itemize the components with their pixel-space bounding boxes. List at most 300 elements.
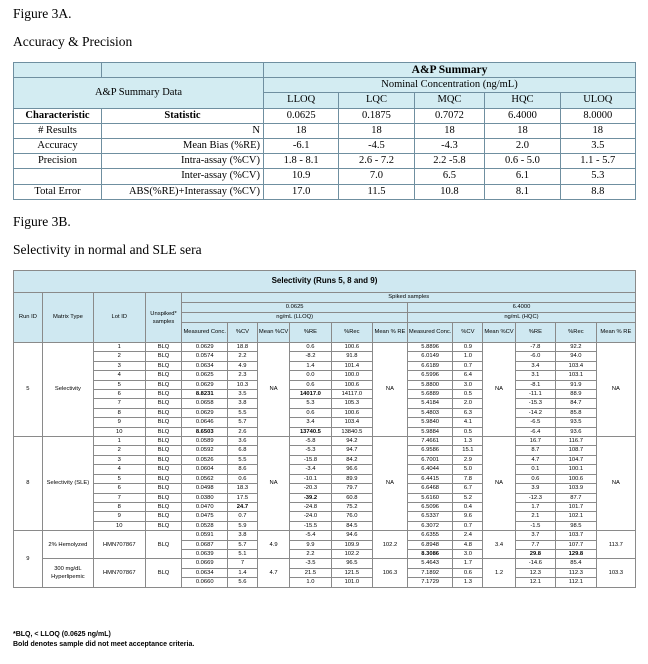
statistic-cell: ABS(%RE)+Interassay (%CV) [102, 184, 264, 199]
selectivity-row [14, 427, 636, 436]
high-measured-conc-cell: 6.6189 [407, 361, 453, 370]
nominal-conc-cell: 0.1875 [339, 108, 414, 123]
lot-id-cell: 7 [93, 399, 145, 408]
lot-id-cell: 7 [93, 493, 145, 502]
low-cv-cell: 5.7 [227, 540, 257, 549]
high-cv-cell: 5.2 [453, 493, 483, 502]
high-mean-re-cell: NA [596, 437, 635, 531]
value-cell: 11.5 [339, 184, 414, 199]
unspiked-cell: BLQ [145, 390, 182, 399]
selectivity-title: Selectivity (Runs 5, 8 and 9) [14, 271, 636, 293]
high-rec-cell: 100.6 [556, 474, 597, 483]
sub-header: %CV [227, 323, 257, 343]
high-rec-cell: 92.2 [556, 343, 597, 352]
high-measured-conc-cell: 6.9586 [407, 446, 453, 455]
high-measured-conc-cell: 6.8948 [407, 540, 453, 549]
high-rec-cell: 116.7 [556, 437, 597, 446]
low-rec-cell: 75.2 [331, 502, 372, 511]
figure-3b-subtitle: Selectivity in normal and SLE sera [13, 242, 202, 257]
high-measured-conc-cell: 5.8800 [407, 380, 453, 389]
high-rec-cell: 94.0 [556, 352, 597, 361]
selectivity-row [14, 361, 636, 370]
value-cell: 10.9 [264, 169, 339, 184]
high-measured-conc-cell: 7.1729 [407, 578, 453, 587]
value-cell: 0.6 - 5.0 [485, 154, 560, 169]
high-re-cell: 1.7 [515, 502, 555, 511]
low-cv-cell: 5.1 [227, 549, 257, 558]
low-measured-conc-cell: 0.0475 [182, 512, 228, 521]
unspiked-cell: BLQ [145, 427, 182, 436]
low-rec-cell: 84.2 [331, 455, 372, 464]
footnote-blq: *BLQ, < LLOQ (0.0625 ng/mL) [13, 631, 111, 638]
low-rec-cell: 89.9 [331, 474, 372, 483]
high-re-cell: 3.7 [515, 531, 555, 540]
selectivity-row [14, 484, 636, 493]
high-rec-cell: 108.7 [556, 446, 597, 455]
value-cell: 18 [485, 123, 560, 138]
high-rec-cell: 103.7 [556, 531, 597, 540]
selectivity-row [14, 512, 636, 521]
low-measured-conc-cell: 0.0629 [182, 343, 228, 352]
low-rec-cell: 94.7 [331, 446, 372, 455]
matrix-type-cell: Selectivity (SLE) [42, 437, 93, 531]
figure-3a-subtitle: Accuracy & Precision [13, 34, 133, 49]
lot-id-cell: 9 [93, 512, 145, 521]
unspiked-cell: BLQ [145, 446, 182, 455]
low-cv-cell: 3.8 [227, 399, 257, 408]
low-measured-conc-cell: 0.0634 [182, 361, 228, 370]
low-measured-conc-cell: 0.0658 [182, 399, 228, 408]
value-cell: 7.0 [339, 169, 414, 184]
low-re-cell: -5.8 [290, 437, 331, 446]
unspiked-cell: BLQ [145, 418, 182, 427]
sub-header: %Rec [556, 323, 597, 343]
low-measured-conc-cell: 0.0625 [182, 371, 228, 380]
low-measured-conc-cell: 0.0669 [182, 559, 228, 568]
low-re-cell: 1.4 [290, 361, 331, 370]
ap-summary-row [14, 154, 636, 169]
high-re-cell: 16.7 [515, 437, 555, 446]
ap-summary-row [14, 123, 636, 138]
value-cell: 18 [264, 123, 339, 138]
high-re-cell: -15.3 [515, 399, 555, 408]
lot-id-cell: 8 [93, 408, 145, 417]
high-cv-cell: 15.1 [453, 446, 483, 455]
value-cell: -4.5 [339, 138, 414, 153]
low-measured-conc-cell: 0.0646 [182, 418, 228, 427]
value-cell: 2.6 - 7.2 [339, 154, 414, 169]
lot-id-cell: 1 [93, 437, 145, 446]
statistic-cell: N [102, 123, 264, 138]
high-cv-cell: 0.7 [453, 521, 483, 530]
low-measured-conc-cell: 0.0498 [182, 484, 228, 493]
low-re-cell: -5.3 [290, 446, 331, 455]
value-cell: 18 [414, 123, 485, 138]
high-measured-conc-cell: 8.3086 [407, 549, 453, 558]
low-conc-header: 0.0625 [182, 303, 407, 313]
low-cv-cell: 4.9 [227, 361, 257, 370]
matrix-type-cell: 300 mg/dL Hyperlipemic [42, 559, 93, 587]
low-measured-conc-cell: 0.0592 [182, 446, 228, 455]
lot-id-cell: 9 [93, 418, 145, 427]
low-cv-cell: 0.6 [227, 474, 257, 483]
unspiked-cell: BLQ [145, 559, 182, 587]
high-cv-cell: 1.7 [453, 559, 483, 568]
low-cv-cell: 24.7 [227, 502, 257, 511]
sub-header: %RE [515, 323, 555, 343]
high-mean-cv-cell: 1.2 [483, 559, 515, 587]
ap-summary-row [14, 138, 636, 153]
low-re-cell: 0.6 [290, 408, 331, 417]
sub-header: Measured Conc. [407, 323, 453, 343]
high-mean-re-cell: NA [596, 343, 635, 437]
lot-id-cell: 10 [93, 521, 145, 530]
unspiked-cell: BLQ [145, 502, 182, 511]
low-cv-cell: 5.9 [227, 521, 257, 530]
high-measured-conc-cell: 5.6160 [407, 493, 453, 502]
level-header: LQC [339, 93, 414, 108]
lot-id-cell: 2 [93, 352, 145, 361]
low-rec-cell: 109.9 [331, 540, 372, 549]
high-mean-re-cell: 103.3 [596, 559, 635, 587]
low-re-cell: 0.0 [290, 371, 331, 380]
low-measured-conc-cell: 0.0660 [182, 578, 228, 587]
unspiked-cell: BLQ [145, 380, 182, 389]
high-re-cell: -6.5 [515, 418, 555, 427]
unspiked-cell: BLQ [145, 484, 182, 493]
nominal-conc-cell: 6.4000 [485, 108, 560, 123]
low-cv-cell: 0.7 [227, 512, 257, 521]
low-measured-conc-cell: 0.0604 [182, 465, 228, 474]
high-re-cell: 12.3 [515, 568, 555, 577]
low-rec-cell: 103.4 [331, 418, 372, 427]
low-re-cell: 9.9 [290, 540, 331, 549]
unspiked-cell: BLQ [145, 521, 182, 530]
high-measured-conc-cell: 7.4661 [407, 437, 453, 446]
low-rec-cell: 96.6 [331, 465, 372, 474]
matrix-type-cell: Selectivity [42, 343, 93, 437]
high-measured-conc-cell: 5.9884 [407, 427, 453, 436]
low-cv-cell: 5.5 [227, 455, 257, 464]
low-rec-cell: 100.0 [331, 371, 372, 380]
low-re-cell: 2.2 [290, 549, 331, 558]
nominal-conc-cell: 0.7072 [414, 108, 485, 123]
high-cv-cell: 9.6 [453, 512, 483, 521]
nominal-concentration-label: Nominal Concentration (ng/mL) [264, 78, 636, 93]
selectivity-row [14, 531, 636, 540]
high-cv-cell: 0.7 [453, 361, 483, 370]
unspiked-cell: BLQ [145, 465, 182, 474]
sub-header: Mean %CV [483, 323, 515, 343]
high-re-cell: 3.9 [515, 484, 555, 493]
high-rec-cell: 84.7 [556, 399, 597, 408]
high-measured-conc-cell: 6.5096 [407, 502, 453, 511]
ap-summary-row [14, 184, 636, 199]
characteristic-header: Characteristic [14, 108, 102, 123]
sub-header: %RE [290, 323, 331, 343]
high-cv-cell: 7.8 [453, 474, 483, 483]
high-re-cell: -14.6 [515, 559, 555, 568]
level-header: LLOQ [264, 93, 339, 108]
unspiked-cell: BLQ [145, 408, 182, 417]
high-rec-cell: 87.7 [556, 493, 597, 502]
high-conc-header: 6.4000 [407, 303, 635, 313]
low-rec-cell: 100.6 [331, 380, 372, 389]
value-cell: 5.3 [560, 169, 635, 184]
low-measured-conc-cell: 0.0574 [182, 352, 228, 361]
lot-id-cell: 3 [93, 455, 145, 464]
high-re-cell: -7.8 [515, 343, 555, 352]
high-measured-conc-cell: 6.6355 [407, 531, 453, 540]
footnote-bold: Bold denotes sample did not meet acceptance criteria. [13, 641, 195, 648]
low-cv-cell: 5.5 [227, 408, 257, 417]
run-id-cell: 9 [14, 531, 43, 587]
high-cv-cell: 0.6 [453, 568, 483, 577]
low-measured-conc-cell: 0.0562 [182, 474, 228, 483]
low-rec-cell: 101.0 [331, 578, 372, 587]
selectivity-row [14, 455, 636, 464]
low-re-cell: 0.6 [290, 343, 331, 352]
low-measured-conc-cell: 0.0526 [182, 455, 228, 464]
lot-id-cell: HMN707867 [93, 559, 145, 587]
value-cell: 1.1 - 5.7 [560, 154, 635, 169]
characteristic-cell: # Results [14, 123, 102, 138]
value-cell: 8.8 [560, 184, 635, 199]
low-mean-cv-cell: NA [257, 343, 289, 437]
low-cv-cell: 3.6 [227, 437, 257, 446]
selectivity-row [14, 493, 636, 502]
low-rec-cell: 76.0 [331, 512, 372, 521]
low-re-cell: 0.6 [290, 380, 331, 389]
value-cell: 2.0 [485, 138, 560, 153]
unspiked-header: Unspiked* samples [145, 293, 182, 343]
low-measured-conc-cell: 0.0528 [182, 521, 228, 530]
sub-header: Mean % RE [373, 323, 408, 343]
low-cv-cell: 6.8 [227, 446, 257, 455]
lot-id-header: Lot ID [93, 293, 145, 343]
selectivity-row [14, 474, 636, 483]
low-re-cell: -10.1 [290, 474, 331, 483]
high-re-cell: 3.4 [515, 361, 555, 370]
high-measured-conc-cell: 5.6889 [407, 390, 453, 399]
low-cv-cell: 18.3 [227, 484, 257, 493]
value-cell: 8.1 [485, 184, 560, 199]
low-measured-conc-cell: 8.6503 [182, 427, 228, 436]
low-rec-cell: 79.7 [331, 484, 372, 493]
value-cell: 18 [339, 123, 414, 138]
lot-id-cell: 8 [93, 502, 145, 511]
level-header: HQC [485, 93, 560, 108]
high-mean-cv-cell: 3.4 [483, 531, 515, 559]
low-rec-cell: 96.5 [331, 559, 372, 568]
low-measured-conc-cell: 0.0380 [182, 493, 228, 502]
ap-summary-data-label: A&P Summary Data [14, 78, 264, 108]
high-rec-cell: 85.8 [556, 408, 597, 417]
low-unit-header: ng/mL (LLOQ) [182, 313, 407, 323]
high-measured-conc-cell: 5.9840 [407, 418, 453, 427]
low-cv-cell: 5.6 [227, 578, 257, 587]
low-mean-re-cell: NA [373, 437, 408, 531]
high-measured-conc-cell: 6.3072 [407, 521, 453, 530]
high-cv-cell: 0.9 [453, 343, 483, 352]
lot-id-cell: 4 [93, 371, 145, 380]
lot-id-cell: 5 [93, 474, 145, 483]
high-rec-cell: 129.8 [556, 549, 597, 558]
low-rec-cell: 102.2 [331, 549, 372, 558]
high-rec-cell: 98.5 [556, 521, 597, 530]
low-mean-re-cell: 102.2 [373, 531, 408, 559]
low-re-cell: -39.2 [290, 493, 331, 502]
high-rec-cell: 112.3 [556, 568, 597, 577]
low-re-cell: 1.0 [290, 578, 331, 587]
low-cv-cell: 7 [227, 559, 257, 568]
high-rec-cell: 100.1 [556, 465, 597, 474]
lot-id-cell: 4 [93, 465, 145, 474]
unspiked-cell: BLQ [145, 512, 182, 521]
low-cv-cell: 10.3 [227, 380, 257, 389]
high-re-cell: 0.6 [515, 474, 555, 483]
low-measured-conc-cell: 0.0629 [182, 380, 228, 389]
selectivity-row [14, 521, 636, 530]
low-cv-cell: 1.4 [227, 568, 257, 577]
high-measured-conc-cell: 5.4184 [407, 399, 453, 408]
low-cv-cell: 17.5 [227, 493, 257, 502]
low-rec-cell: 60.8 [331, 493, 372, 502]
figure-3b-caption: Figure 3B. [13, 214, 71, 229]
low-re-cell: 21.5 [290, 568, 331, 577]
lot-id-cell: 6 [93, 390, 145, 399]
selectivity-row [14, 465, 636, 474]
lot-id-cell: 10 [93, 427, 145, 436]
low-mean-cv-cell: 4.7 [257, 559, 289, 587]
high-re-cell: -8.1 [515, 380, 555, 389]
characteristic-cell: Accuracy [14, 138, 102, 153]
high-measured-conc-cell: 6.0149 [407, 352, 453, 361]
low-cv-cell: 2.6 [227, 427, 257, 436]
low-rec-cell: 14117.0 [331, 390, 372, 399]
high-mean-cv-cell: NA [483, 437, 515, 531]
nominal-conc-cell: 8.0000 [560, 108, 635, 123]
high-measured-conc-cell: 6.4415 [407, 474, 453, 483]
high-cv-cell: 0.5 [453, 427, 483, 436]
high-re-cell: -6.0 [515, 352, 555, 361]
high-re-cell: -14.2 [515, 408, 555, 417]
high-cv-cell: 6.4 [453, 371, 483, 380]
selectivity-row [14, 371, 636, 380]
high-re-cell: -1.5 [515, 521, 555, 530]
value-cell: 10.8 [414, 184, 485, 199]
high-rec-cell: 103.9 [556, 484, 597, 493]
nominal-conc-cell: 0.0625 [264, 108, 339, 123]
low-cv-cell: 5.7 [227, 418, 257, 427]
low-re-cell: -24.0 [290, 512, 331, 521]
low-measured-conc-cell: 0.0591 [182, 531, 228, 540]
low-re-cell: -8.2 [290, 352, 331, 361]
selectivity-row [14, 390, 636, 399]
run-id-cell: 5 [14, 343, 43, 437]
high-measured-conc-cell: 6.4044 [407, 465, 453, 474]
selectivity-row [14, 446, 636, 455]
sub-header: %Rec [331, 323, 372, 343]
characteristic-cell [14, 169, 102, 184]
low-re-cell: 3.4 [290, 418, 331, 427]
unspiked-cell: BLQ [145, 474, 182, 483]
low-measured-conc-cell: 0.0687 [182, 540, 228, 549]
high-re-cell: 8.7 [515, 446, 555, 455]
high-mean-re-cell: 113.7 [596, 531, 635, 559]
selectivity-row [14, 502, 636, 511]
low-re-cell: -15.8 [290, 455, 331, 464]
high-cv-cell: 6.3 [453, 408, 483, 417]
low-cv-cell: 2.3 [227, 371, 257, 380]
lot-id-cell: 1 [93, 343, 145, 352]
figure-3a-caption: Figure 3A. [13, 6, 72, 21]
low-rec-cell: 100.6 [331, 408, 372, 417]
low-cv-cell: 8.6 [227, 465, 257, 474]
low-measured-conc-cell: 0.0629 [182, 408, 228, 417]
unspiked-cell: BLQ [145, 437, 182, 446]
high-cv-cell: 3.0 [453, 549, 483, 558]
sub-header: Measured Conc. [182, 323, 228, 343]
matrix-type-cell: 2% Hemolyzed [42, 531, 93, 559]
low-rec-cell: 94.2 [331, 437, 372, 446]
high-cv-cell: 2.0 [453, 399, 483, 408]
low-rec-cell: 91.8 [331, 352, 372, 361]
sub-header: Mean % RE [596, 323, 635, 343]
high-rec-cell: 91.9 [556, 380, 597, 389]
low-cv-cell: 18.8 [227, 343, 257, 352]
selectivity-row [14, 437, 636, 446]
selectivity-row [14, 380, 636, 389]
low-rec-cell: 100.6 [331, 343, 372, 352]
value-cell: 1.8 - 8.1 [264, 154, 339, 169]
high-cv-cell: 0.4 [453, 502, 483, 511]
high-measured-conc-cell: 7.1892 [407, 568, 453, 577]
high-measured-conc-cell: 6.7001 [407, 455, 453, 464]
high-cv-cell: 6.7 [453, 484, 483, 493]
low-cv-cell: 2.2 [227, 352, 257, 361]
unspiked-cell: BLQ [145, 371, 182, 380]
value-cell: 6.1 [485, 169, 560, 184]
high-cv-cell: 5.0 [453, 465, 483, 474]
unspiked-cell: BLQ [145, 352, 182, 361]
unspiked-cell: BLQ [145, 455, 182, 464]
high-re-cell: 4.7 [515, 455, 555, 464]
lot-id-cell: HMN707867 [93, 531, 145, 559]
low-re-cell: -3.5 [290, 559, 331, 568]
low-mean-re-cell: 106.3 [373, 559, 408, 587]
high-re-cell: 3.1 [515, 371, 555, 380]
low-measured-conc-cell: 0.0589 [182, 437, 228, 446]
ap-summary-table [13, 62, 636, 200]
run-id-cell: 8 [14, 437, 43, 531]
high-measured-conc-cell: 5.8896 [407, 343, 453, 352]
high-re-cell: 0.1 [515, 465, 555, 474]
low-re-cell: -3.4 [290, 465, 331, 474]
low-measured-conc-cell: 0.0634 [182, 568, 228, 577]
high-rec-cell: 103.4 [556, 361, 597, 370]
high-rec-cell: 112.1 [556, 578, 597, 587]
high-measured-conc-cell: 6.5337 [407, 512, 453, 521]
low-rec-cell: 121.5 [331, 568, 372, 577]
high-rec-cell: 93.5 [556, 418, 597, 427]
low-rec-cell: 105.3 [331, 399, 372, 408]
high-rec-cell: 85.4 [556, 559, 597, 568]
high-unit-header: ng/mL (HQC) [407, 313, 635, 323]
low-mean-cv-cell: NA [257, 437, 289, 531]
low-re-cell: 13740.5 [290, 427, 331, 436]
unspiked-cell: BLQ [145, 361, 182, 370]
